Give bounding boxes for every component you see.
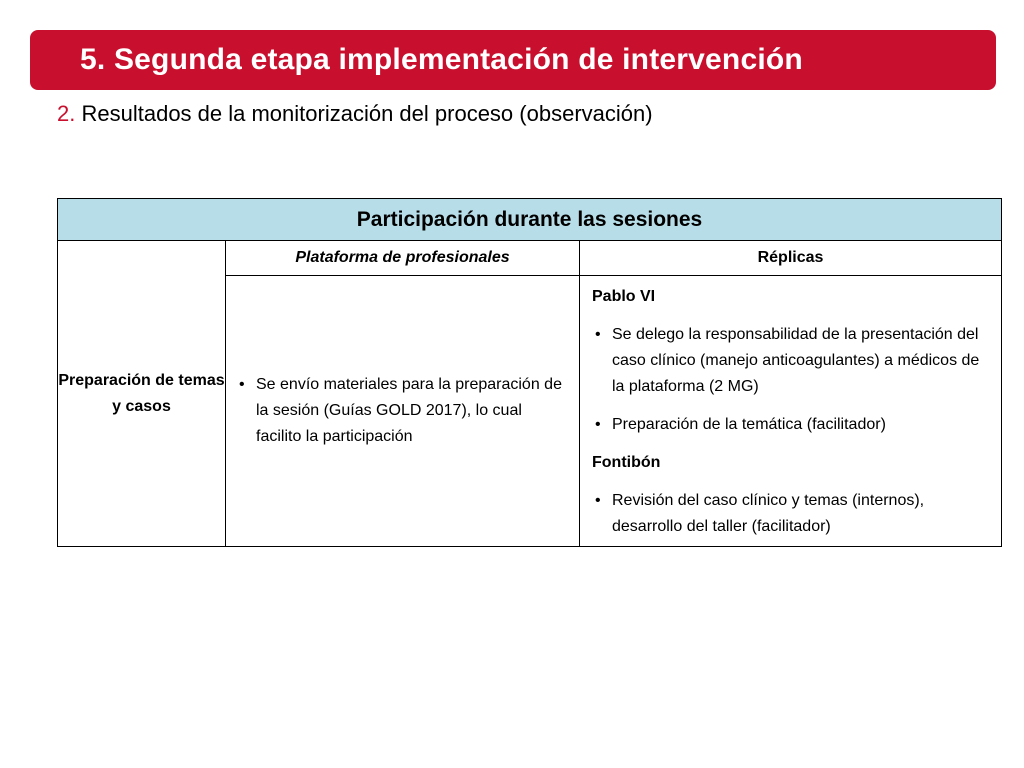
site-name: Fontibón <box>592 454 661 471</box>
column-header-platform: Plataforma de profesionales <box>226 241 580 276</box>
subtitle-number: 2. <box>57 101 76 126</box>
list-item: • Se envío materiales para la preparación de la sesión (Guías GOLD 2017), lo cual facilito la participación <box>236 372 567 450</box>
subtitle-text: Resultados de la monitorización del proceso (observación) <box>81 101 653 126</box>
site-name: Pablo VI <box>592 288 656 305</box>
replicas-list <box>592 322 983 438</box>
column-header-replicas: Réplicas <box>580 241 1002 276</box>
list-item: • Se delego la responsabilidad de la presentación del caso clínico (manejo anticoagulantes) a médicos de la plataforma (2 MG) <box>592 322 983 400</box>
list-item: • Revisión del caso clínico y temas (internos), desarrollo del taller (facilitador) <box>592 488 983 540</box>
title-banner <box>30 30 996 90</box>
platform-list <box>236 372 567 450</box>
platform-cell <box>226 276 580 547</box>
slide-title: 5. Segunda etapa implementación de intervención <box>80 43 803 76</box>
subtitle <box>57 101 653 127</box>
replicas-list <box>592 488 983 540</box>
replicas-cell <box>580 276 1002 547</box>
table-header: Participación durante las sesiones <box>58 199 1002 241</box>
row-label-text: Preparación de temas y casos <box>58 371 225 415</box>
participation-table <box>57 198 1002 547</box>
row-label <box>58 241 226 547</box>
list-item: • Preparación de la temática (facilitador) <box>592 412 983 438</box>
